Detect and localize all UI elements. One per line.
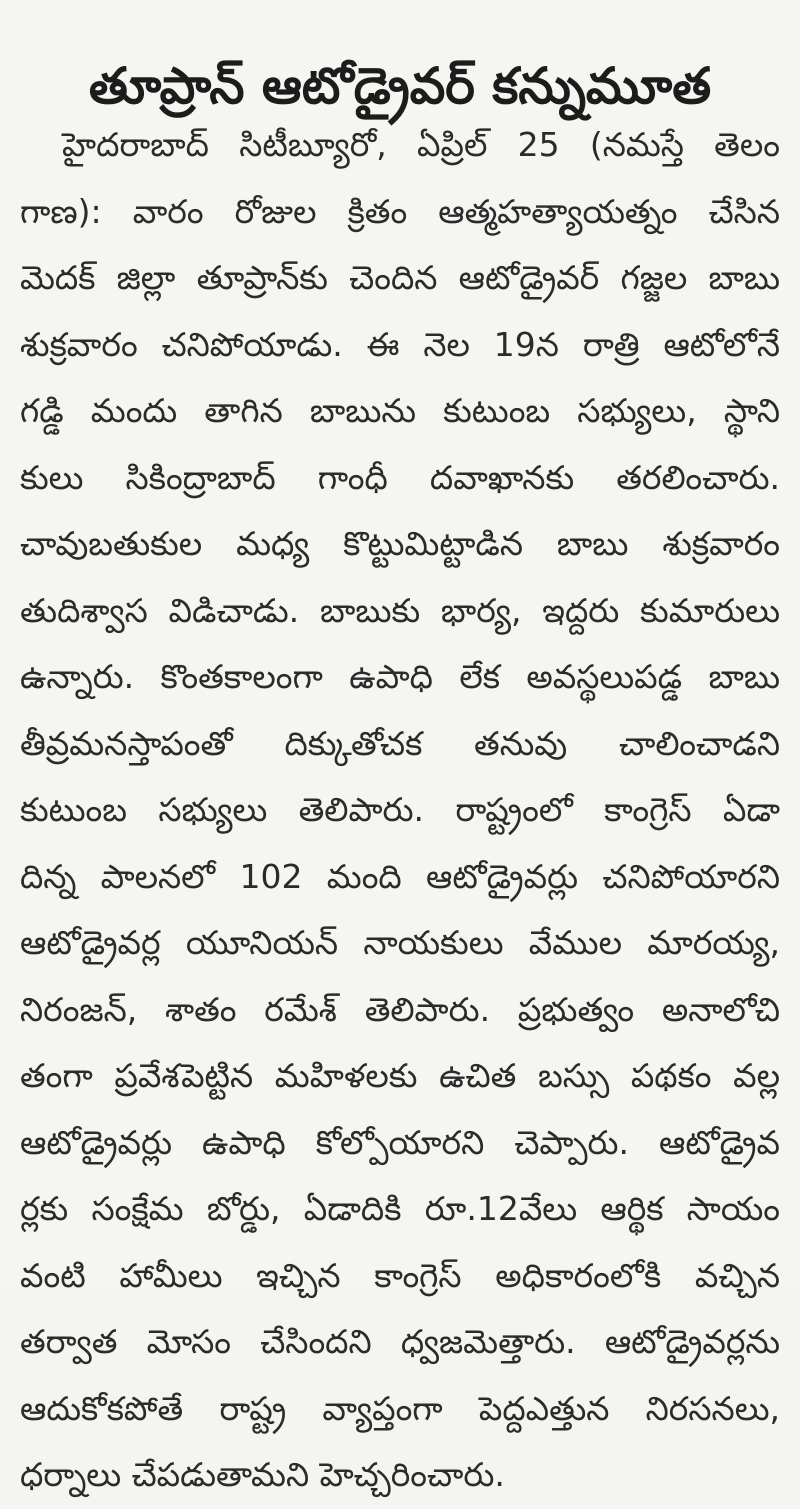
article-line: తీవ్రమనస్తాపంతో దిక్కుతోచక తనువు చాలించాడని (20, 723, 780, 763)
article-line: తంగా ప్రవేశపెట్టిన మహిళలకు ఉచిత బస్సు పథకం వల్ల (20, 1056, 780, 1095)
article-line: తుదిశ్వాస విడిచాడు. బాబుకు భార్య, ఇద్దరు కుమారులు (20, 590, 780, 630)
article-line: ఆటోడ్రైవర్ల యూనియన్ నాయకులు వేముల మారయ్య, (20, 923, 780, 962)
article-line: ధర్నాలు చేపడుతామని హెచ్చరించారు. (20, 1455, 505, 1494)
article-line: కుటుంబ సభ్యులు తెలిపారు. రాష్ట్రంలో కాంగ్రెస్ ఏడా (20, 790, 780, 829)
article-line: హైదరాబాద్ సిటీబ్యూరో, ఏప్రిల్ 25 (నమస్తే తెలం (62, 125, 780, 164)
article-line: గాణ): వారం రోజుల క్రితం ఆత్మహత్యాయత్నం చేసిన (20, 191, 780, 231)
article-body (20, 112, 780, 1509)
article-line: కులు సికింద్రాబాద్ గాంధీ దవాఖానకు తరలించారు. (20, 457, 780, 497)
article-line: ఉన్నారు. కొంతకాలంగా ఉపాధి లేక అవస్థలుపడ్డ బాబు (20, 657, 780, 696)
article-line: మెదక్ జిల్లా తూప్రాన్‌కు చెందిన ఆటోడ్రైవర్ గజ్జల బాబు (20, 258, 780, 297)
article-headline: తూప్రాన్ ఆటోడ్రైవర్ కన్నుమూత (88, 56, 712, 115)
article-line: గడ్డి మందు తాగిన బాబును కుటుంబ సభ్యులు, స్థాని (20, 391, 780, 430)
article-line: దిన్న పాలనలో 102 మంది ఆటోడ్రైవర్లు చనిపోయారని (20, 856, 780, 896)
article-line: తర్వాత మోసం చేసిందని ధ్వజమెత్తారు. ఆటోడ్రైవర్లను (20, 1322, 780, 1361)
article-line: వంటి హామీలు ఇచ్చిన కాంగ్రెస్ అధికారంలోకి వచ్చిన (20, 1255, 780, 1295)
article-line: ఆటోడ్రైవర్లు ఉపాధి కోల్పోయారని చెప్పారు. ఆటోడ్రైవ (20, 1122, 780, 1162)
article-line: శుక్రవారం చనిపోయాడు. ఈ నెల 19న రాత్రి ఆటోలోనే (20, 324, 780, 364)
article-line: నిరంజన్, శాతం రమేశ్ తెలిపారు. ప్రభుత్వం అనాలోచి (20, 989, 780, 1029)
article-line: చావుబతుకుల మధ్య కొట్టుమిట్టాడిన బాబు శుక్రవారం (20, 524, 780, 563)
article-line: ఆదుకోకపోతే రాష్ట్ర వ్యాప్తంగా పెద్దఎత్తున నిరసనలు, (20, 1388, 780, 1428)
article-line: ర్లకు సంక్షేమ బోర్డు, ఏడాదికి రూ.12వేలు ఆర్థిక సాయం (20, 1189, 780, 1228)
